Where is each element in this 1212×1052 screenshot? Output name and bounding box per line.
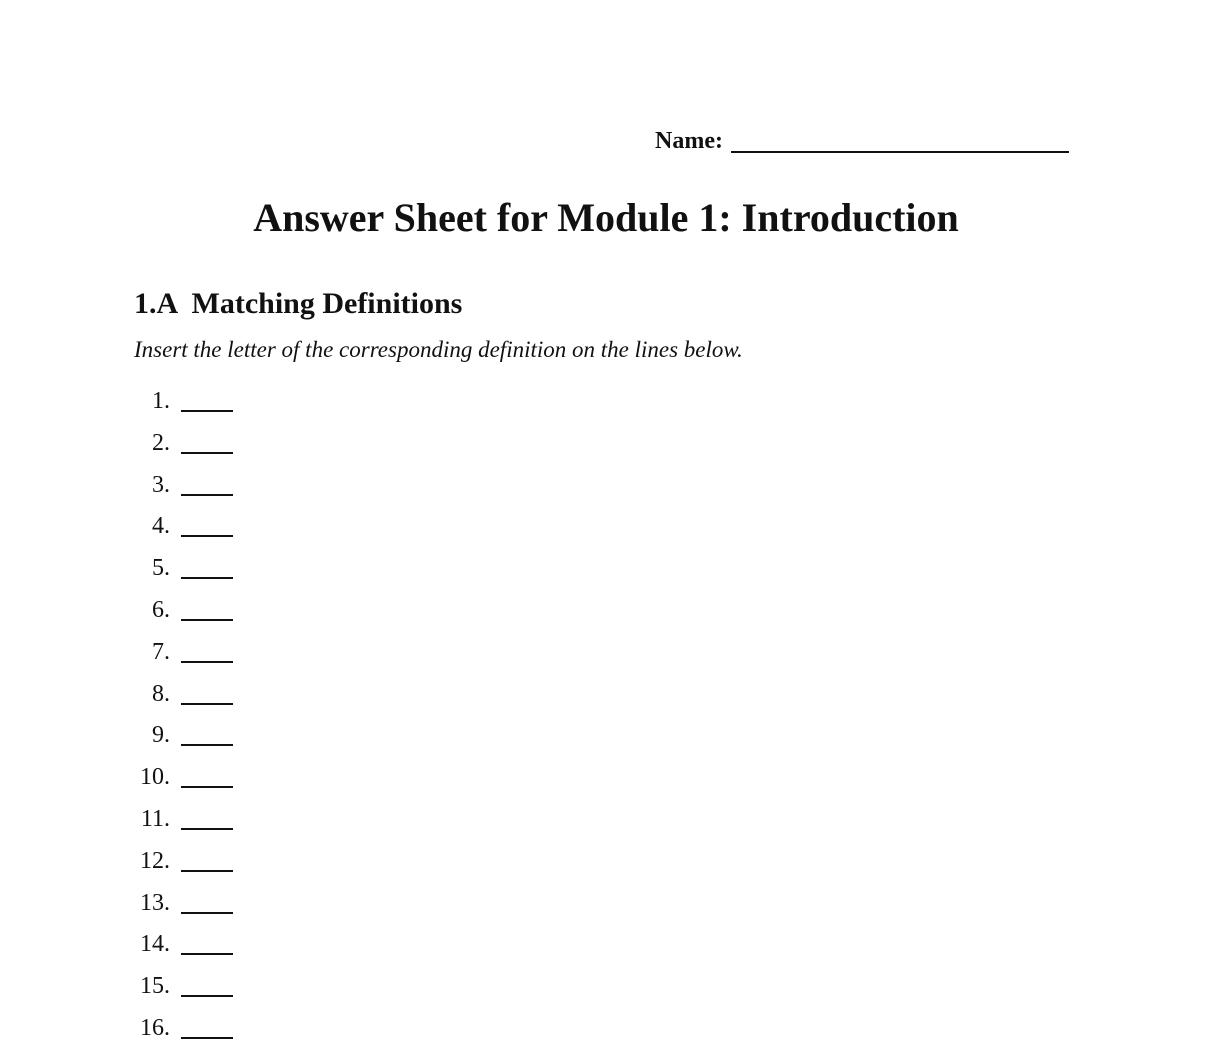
answer-blank-line[interactable]: [181, 926, 233, 955]
answer-blank-line[interactable]: [181, 968, 233, 997]
answer-row: [124, 885, 233, 927]
answer-number: 3.: [152, 471, 170, 498]
answer-blank-line[interactable]: [181, 759, 233, 788]
answer-blank-line[interactable]: [181, 592, 233, 621]
answer-row: [124, 717, 233, 759]
answer-blank-line[interactable]: [181, 885, 233, 914]
answer-list: [124, 383, 233, 1052]
answer-number: 2.: [152, 429, 170, 456]
answer-blank-line[interactable]: [181, 508, 233, 537]
answer-blank-line[interactable]: [181, 550, 233, 579]
answer-row: [124, 592, 233, 634]
answer-number: 11.: [140, 805, 170, 832]
answer-blank-line[interactable]: [181, 801, 233, 830]
name-label: Name:: [655, 128, 723, 154]
answer-row: [124, 843, 233, 885]
answer-number: 5.: [152, 555, 170, 582]
answer-row: [124, 676, 233, 718]
answer-row: [124, 1010, 233, 1052]
answer-row: [124, 508, 233, 550]
answer-row: [124, 550, 233, 592]
answer-blank-line[interactable]: [181, 467, 233, 496]
answer-number: 10.: [140, 764, 170, 791]
answer-blank-line[interactable]: [181, 1010, 233, 1039]
answer-row: [124, 801, 233, 843]
answer-number: 13.: [140, 889, 170, 916]
name-blank-line[interactable]: [731, 129, 1069, 153]
section-instructions: Insert the letter of the corresponding definition on the lines below.: [134, 337, 743, 362]
answer-blank-line[interactable]: [181, 676, 233, 705]
answer-number: 6.: [152, 596, 170, 623]
answer-number: 7.: [152, 638, 170, 665]
answer-blank-line[interactable]: [181, 843, 233, 872]
name-field-row: [655, 126, 1069, 156]
answer-number: 4.: [152, 513, 170, 540]
answer-row: [124, 926, 233, 968]
answer-number: 15.: [140, 973, 170, 1000]
answer-number: 12.: [140, 847, 170, 874]
answer-blank-line[interactable]: [181, 717, 233, 746]
page-title: Answer Sheet for Module 1: Introduction: [253, 195, 959, 240]
answer-number: 9.: [152, 722, 170, 749]
answer-row: [124, 759, 233, 801]
answer-row: [124, 467, 233, 509]
answer-row: [124, 634, 233, 676]
answer-row: [124, 968, 233, 1010]
answer-number: 16.: [140, 1014, 170, 1041]
answer-row: [124, 383, 233, 425]
answer-blank-line[interactable]: [181, 634, 233, 663]
answer-number: 14.: [140, 931, 170, 958]
answer-blank-line[interactable]: [181, 383, 233, 412]
answer-blank-line[interactable]: [181, 425, 233, 454]
answer-row: [124, 425, 233, 467]
section-heading: 1.A Matching Definitions: [134, 287, 463, 320]
answer-number: 8.: [152, 680, 170, 707]
answer-number: 1.: [152, 388, 170, 414]
